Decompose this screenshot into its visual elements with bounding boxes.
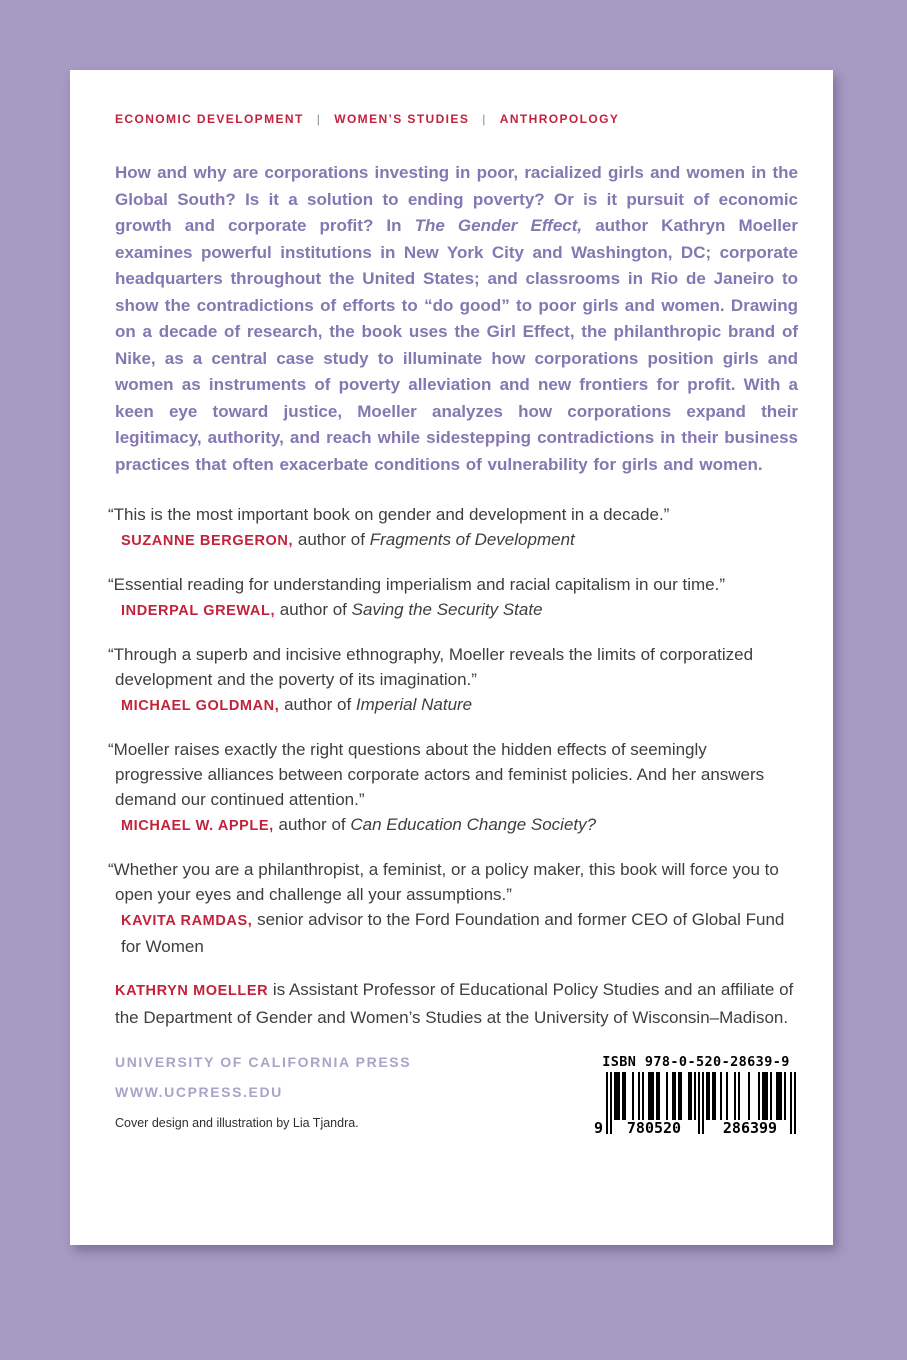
barcode-digit-group: 286399 <box>722 1119 778 1137</box>
quote-block-grewal <box>108 572 798 624</box>
quote-attribution <box>115 692 798 719</box>
attribution-role: author of <box>279 695 356 714</box>
book-description <box>115 160 798 478</box>
category-economic-development: ECONOMIC DEVELOPMENT <box>115 112 304 126</box>
quote-block-ramdas <box>108 857 798 959</box>
attribution-name: MICHAEL W. APPLE, <box>121 818 274 834</box>
attribution-name: SUZANNE BERGERON, <box>121 533 294 549</box>
barcode-digit-group: 780520 <box>626 1119 682 1137</box>
barcode <box>594 1054 798 1136</box>
quote-block-goldman <box>108 642 798 719</box>
attribution-work: Can Education Change Society? <box>350 815 597 834</box>
category-separator: | <box>482 112 487 126</box>
attribution-role: senior advisor to the Ford Foundation and former CEO of Global Fund for Women <box>121 910 785 956</box>
attribution-work: Fragments of Development <box>369 530 575 549</box>
attribution-work: Imperial Nature <box>355 695 473 714</box>
attribution-role: author of <box>273 815 351 834</box>
author-bio <box>115 977 798 1030</box>
quote-attribution <box>115 597 798 624</box>
attribution-role: author of <box>293 530 370 549</box>
quote-attribution <box>115 907 798 959</box>
author-name: KATHRYN MOELLER <box>115 983 269 999</box>
quote-text: “Through a superb and incisive ethnography, Moeller reveals the limits of corporatized development and the poverty of its imagination.” <box>108 645 754 689</box>
quote-text: “Whether you are a philanthropist, a feminist, or a policy maker, this book will force you to open your eyes and challenge all your assumptions.” <box>108 860 779 904</box>
quote-attribution <box>115 527 798 554</box>
category-anthropology: ANTHROPOLOGY <box>499 112 620 126</box>
publisher-name: UNIVERSITY OF CALIFORNIA PRESS <box>115 1054 412 1070</box>
design-credit: Cover design and illustration by Lia Tjandra. <box>115 1116 359 1130</box>
category-womens-studies: WOMEN’S STUDIES <box>334 112 470 126</box>
barcode-digit-group: 9 <box>594 1119 604 1137</box>
attribution-name: KAVITA RAMDAS, <box>121 913 253 929</box>
category-separator: | <box>316 112 322 126</box>
description-part1: How and why are corporations investing in poor, racialized girls and women in the Global South? Is it a solution to ending poverty? Or is it pursuit of economic growth and corporate profit? In <box>115 163 798 235</box>
publisher-url: WWW.UCPRESS.EDU <box>115 1084 283 1100</box>
author-bio-text: is Assistant Professor of Educational Policy Studies and an affiliate of the Department of Gender and Women’s Studies at the University of Wisconsin–Madison. <box>115 980 794 1027</box>
quote-text: “Moeller raises exactly the right questions about the hidden effects of seemingly progressive alliances between corporate actors and feminist policies. And her answers demand our continued attention.” <box>108 740 765 809</box>
isbn-label: ISBN 978-0-520-28639-9 <box>602 1054 790 1070</box>
quote-block-bergeron <box>108 502 798 554</box>
attribution-work: Saving the Security State <box>351 600 543 619</box>
back-cover-card <box>70 70 833 1245</box>
quote-block-apple <box>108 737 798 839</box>
publisher-block <box>115 1054 411 1130</box>
attribution-name: MICHAEL GOLDMAN, <box>121 698 280 714</box>
attribution-role: author of <box>275 600 352 619</box>
quote-text: “This is the most important book on gender and development in a decade.” <box>108 505 670 524</box>
attribution-name: INDERPAL GREWAL, <box>121 603 276 619</box>
category-list <box>115 112 798 126</box>
barcode-digits <box>594 1120 798 1136</box>
quote-text: “Essential reading for understanding imperialism and racial capitalism in our time.” <box>108 575 725 594</box>
footer-row <box>115 1054 798 1136</box>
description-part2: author Kathryn Moeller examines powerful institutions in New York City and Washington, DC; corporate headquarters throughout the United States; and classrooms in Rio de Janeiro to show the contradictions of efforts to “do good” to poor girls and women. Drawing on a decade of research, the book uses the Girl Effect, the philanthropic brand of Nike, as a central case study to illuminate how corporations position girls and women as instruments of poverty alleviation and new frontiers for profit. With a keen eye toward justice, Moeller analyzes how corporations expand their legitimacy, authority, and reach while sidestepping contradictions in their business practices that often exacerbate conditions of vulnerability for girls and women. <box>115 216 798 474</box>
book-title-italic: The Gender Effect, <box>414 216 583 235</box>
quote-attribution <box>115 812 798 839</box>
